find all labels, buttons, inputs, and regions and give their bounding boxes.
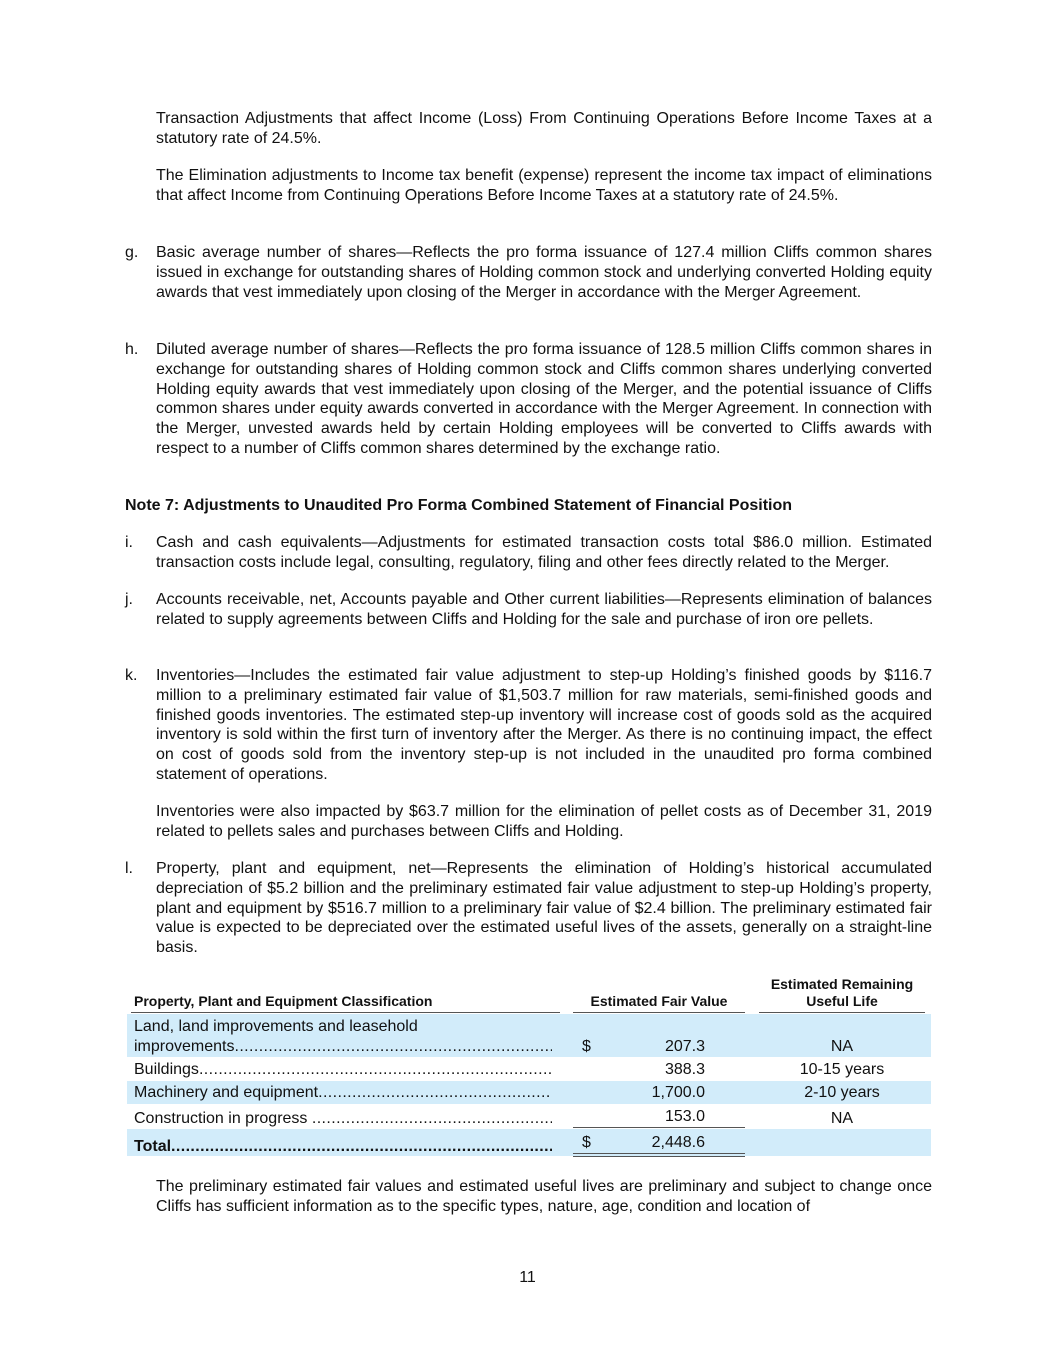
list-item-label: i. bbox=[125, 534, 133, 551]
row-label: Construction in progress ..... bbox=[134, 1109, 552, 1129]
list-item-label: k. bbox=[125, 667, 138, 684]
list-item-k bbox=[125, 666, 932, 785]
total-label: Total ..... bbox=[134, 1137, 552, 1157]
list-item-j bbox=[125, 590, 932, 630]
column-header-useful-life-line1: Estimated Remaining bbox=[770, 976, 914, 992]
currency-symbol: $ bbox=[582, 1038, 591, 1055]
list-item-text: Basic average number of shares—Reflects the pro forma issuance of 127.4 million Cliffs common shares issued in exchange for outstanding shares of Holding common stock and underlying converted Holding equity awards that vest immediately upon closing of the Merger in accordance with the Merger Agreement. bbox=[156, 244, 932, 301]
useful-life: 10-15 years bbox=[799, 1061, 885, 1078]
fair-value: 1,700.0 bbox=[651, 1084, 705, 1101]
row-label: Machinery and equipment ..... bbox=[134, 1083, 552, 1103]
paragraph-preliminary-values: The preliminary estimated fair values and estimated useful lives are preliminary and subject to change once Cliffs has sufficient information as to the specific types, nature, age, condition and location of bbox=[156, 1178, 932, 1215]
list-item-text: Property, plant and equipment, net—Represents the elimination of Holding’s historical accumulated depreciation of $5.2 billion and the preliminary estimated fair value adjustment to step-up Holding’s property, plant and equipment by $516.7 million to a preliminary fair value of $2.4 billion. The preliminary estimated fair value is expected to be depreciated over the estimated useful lives of the assets, generally on a straight-line basis. bbox=[156, 860, 932, 957]
list-item-label: l. bbox=[125, 860, 133, 877]
paragraph-tax-elimination: The Elimination adjustments to Income tax benefit (expense) represent the income tax impact of eliminations that affect Income from Continuing Operations Before Income Taxes at a statutory rate of 24.5%. bbox=[156, 167, 932, 204]
list-item-l bbox=[125, 859, 932, 958]
paragraph-inventories-elimination: Inventories were also impacted by $63.7 million for the elimination of pellet costs as of December 31, 2019 related to pellets sales and purchases between Cliffs and Holding. bbox=[156, 803, 932, 840]
list-item-text: Inventories—Includes the estimated fair value adjustment to step-up Holding’s finished goods by $116.7 million to a preliminary estimated fair value of $1,503.7 million for raw materials, semi-finished goods and finished goods inventories. The estimated step-up inventory will increase cost of goods sold as the acquired inventory is sold within the first turn of inventory after the Merger. As there is no continuing impact, the effect on cost of goods sold from the inventory step-up is not included in the unaudited pro forma combined statement of operations. bbox=[156, 667, 932, 783]
useful-life: NA bbox=[830, 1110, 854, 1127]
total-fair-value: 2,448.6 bbox=[651, 1134, 705, 1151]
list-item-text: Accounts receivable, net, Accounts payable and Other current liabilities—Represents elimination of balances related to supply agreements between Cliffs and Holding for the sale and purchase of iron ore pellets. bbox=[156, 591, 932, 628]
total-double-rule bbox=[573, 1153, 745, 1154]
row-label: improvements ..... bbox=[134, 1037, 552, 1057]
fair-value: 388.3 bbox=[664, 1061, 705, 1078]
paragraph-tax-transaction: Transaction Adjustments that affect Income (Loss) From Continuing Operations Before Income Taxes at a statutory rate of 24.5%. bbox=[156, 110, 932, 147]
row-label-line1: Land, land improvements and leasehold bbox=[134, 1018, 418, 1035]
list-item-label: j. bbox=[125, 591, 133, 608]
row-label: Buildings ..... bbox=[134, 1060, 552, 1080]
useful-life: NA bbox=[830, 1038, 854, 1055]
fair-value: 153.0 bbox=[664, 1108, 705, 1125]
list-item-label: g. bbox=[125, 244, 139, 261]
column-header-classification: Property, Plant and Equipment Classification bbox=[134, 993, 433, 1009]
note-7-heading: Note 7: Adjustments to Unaudited Pro Forma Combined Statement of Financial Position bbox=[125, 497, 793, 514]
list-item-label: h. bbox=[125, 341, 139, 358]
list-item-text: Cash and cash equivalents—Adjustments for estimated transaction costs total $86.0 million. Estimated transaction costs include legal, consulting, regulatory, filing and other fees directly related to the Merger. bbox=[156, 534, 932, 571]
list-item-text: Diluted average number of shares—Reflects the pro forma issuance of 128.5 million Cliffs common shares in exchange for outstanding shares of Holding common stock and Cliffs common shares underlying converted Holding equity awards that vest immediately upon closing of the Merger, and the potential issuance of Cliffs common shares under equity awards converted in accordance with the Merger Agreement. In connection with the Merger, unvested awards held by certain Holding employees will be converted to Cliffs awards with respect to a number of Cliffs common shares determined by the exchange ratio. bbox=[156, 341, 932, 457]
column-header-useful-life-line2: Useful Life bbox=[806, 993, 878, 1009]
header-rule bbox=[759, 1012, 925, 1013]
total-double-rule bbox=[573, 1156, 745, 1157]
header-rule bbox=[131, 1012, 560, 1013]
useful-life: 2-10 years bbox=[804, 1084, 880, 1101]
fair-value: 207.3 bbox=[664, 1038, 705, 1055]
header-rule bbox=[573, 1012, 745, 1013]
list-item-i bbox=[125, 533, 932, 573]
column-header-fair-value: Estimated Fair Value bbox=[590, 993, 728, 1009]
currency-symbol: $ bbox=[582, 1134, 591, 1151]
list-item-g bbox=[125, 243, 932, 302]
subtotal-rule bbox=[573, 1127, 745, 1128]
page-number: 11 bbox=[519, 1269, 536, 1286]
list-item-h bbox=[125, 340, 932, 459]
